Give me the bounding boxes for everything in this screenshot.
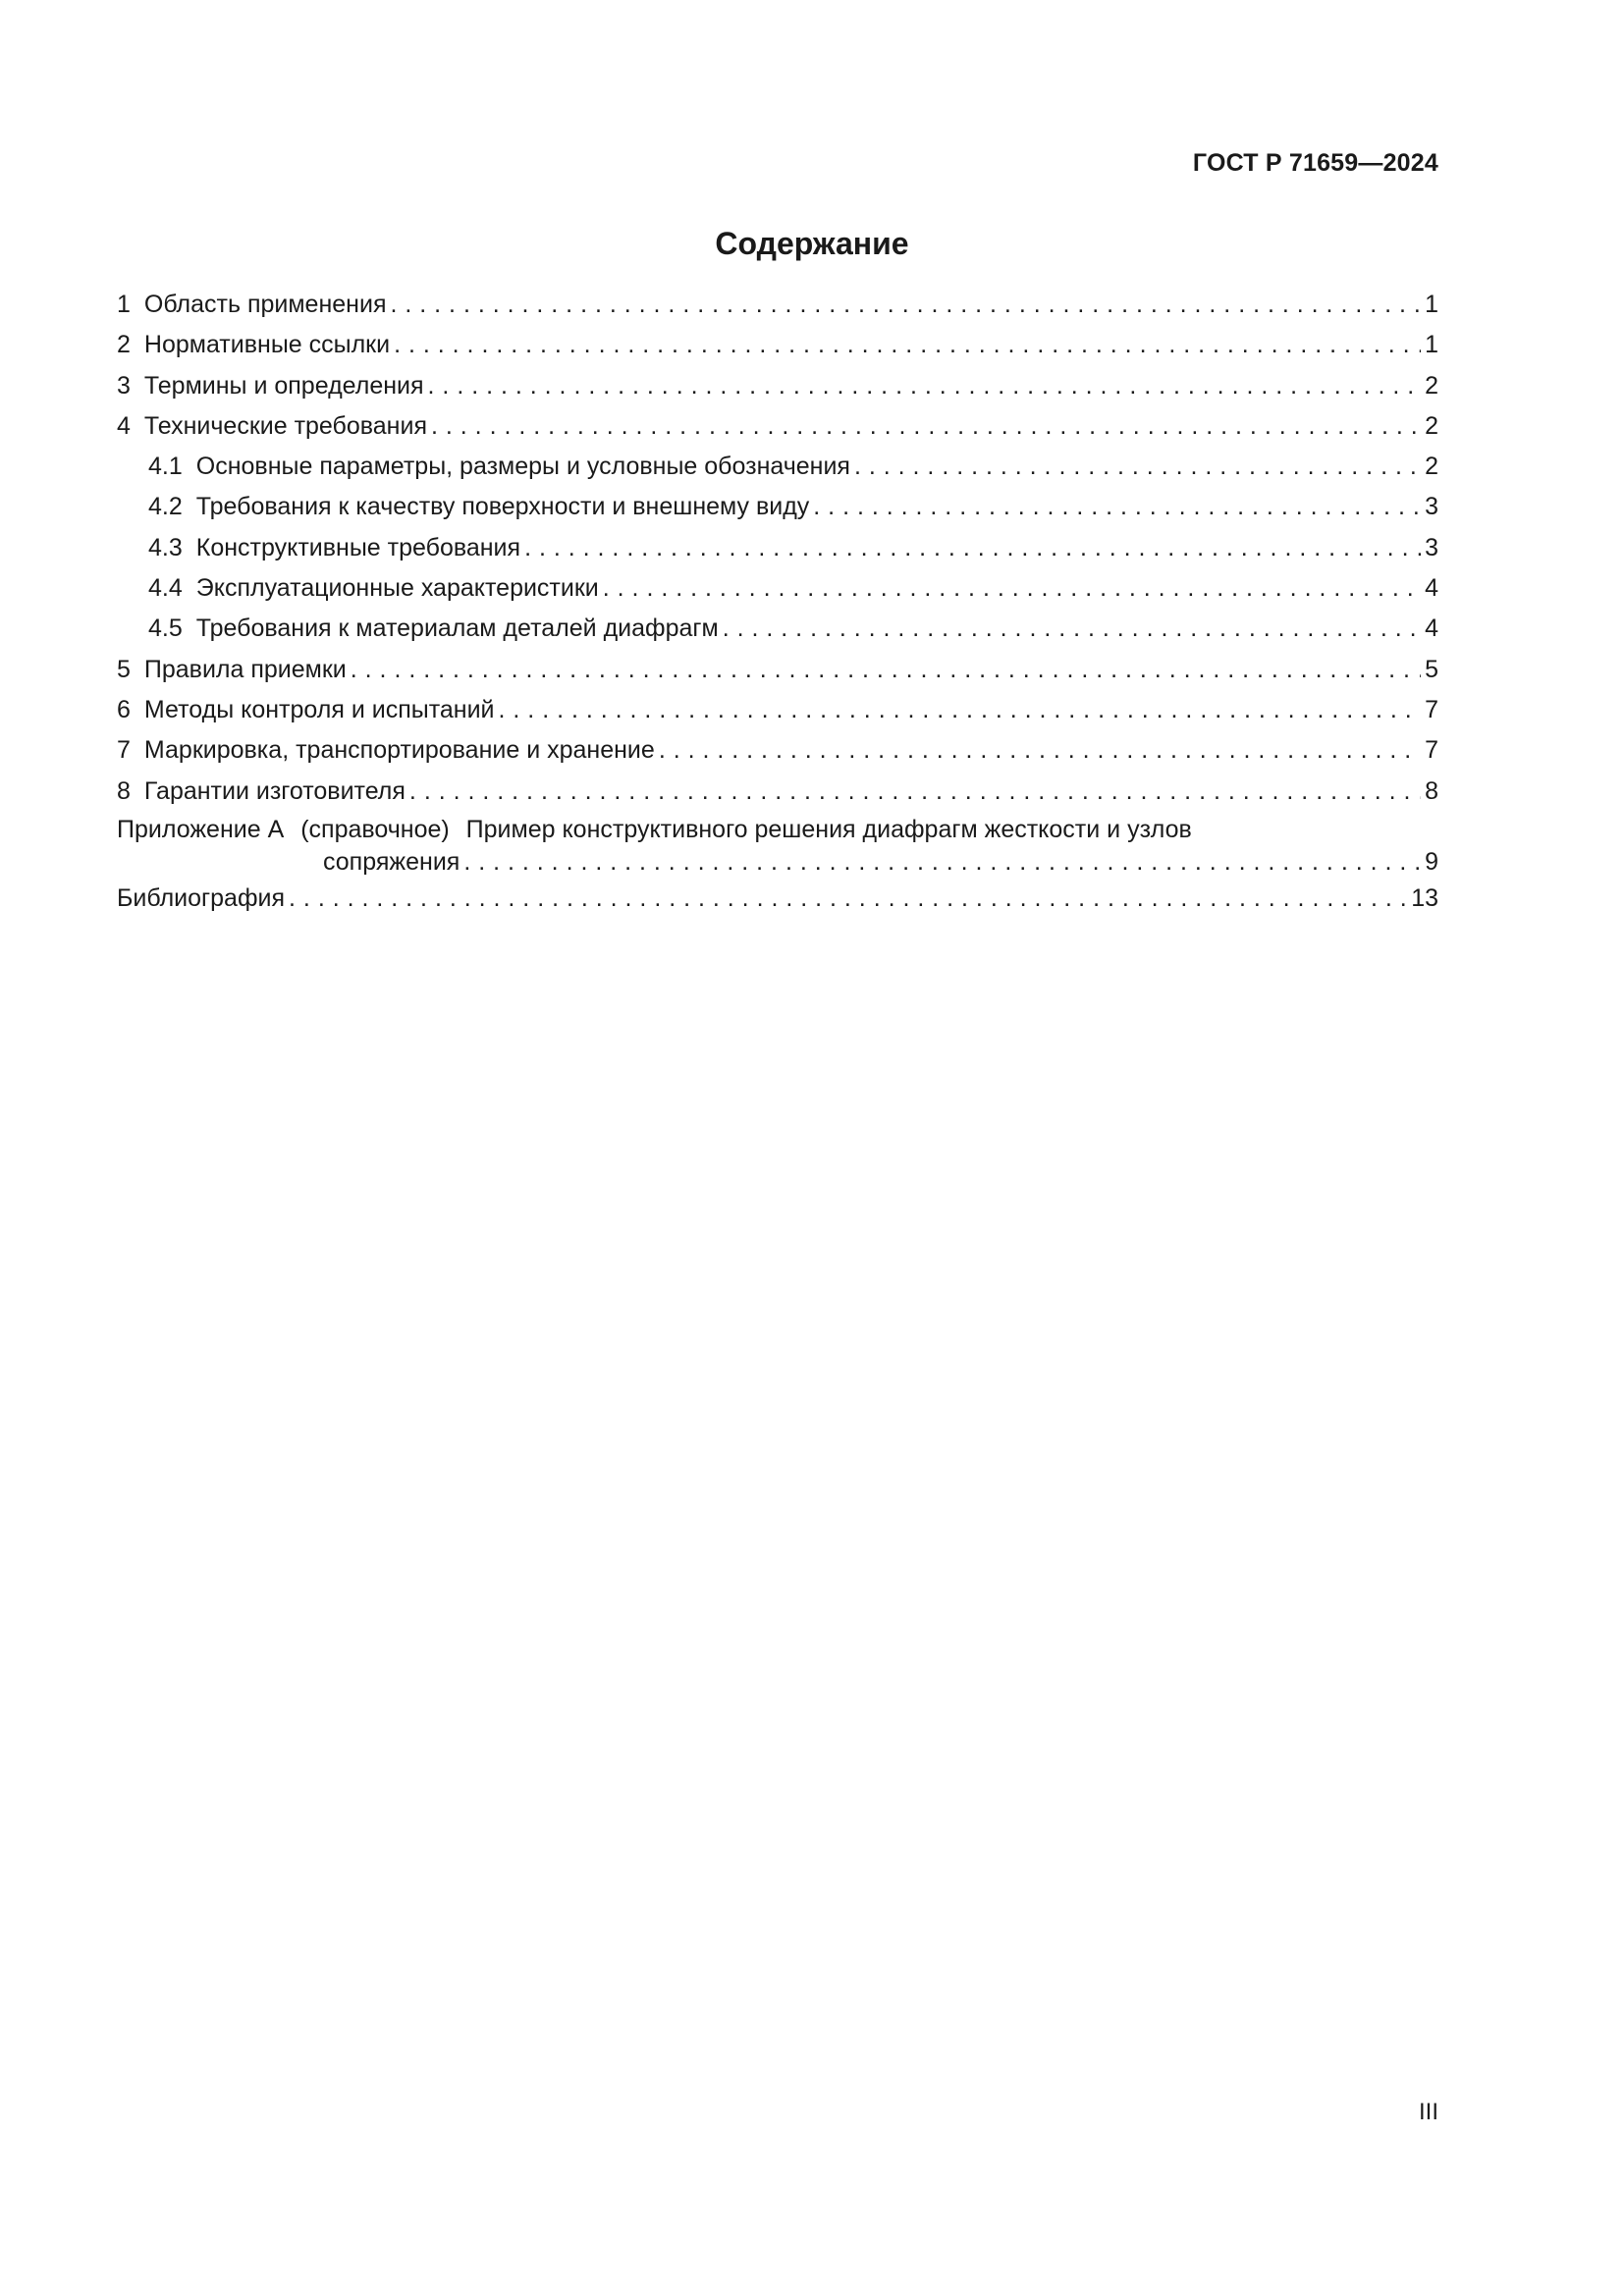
toc-subitem[interactable]	[117, 447, 1438, 487]
toc-item-title: Основные параметры, размеры и условные обозначения	[195, 453, 850, 481]
dot-leader	[289, 879, 1407, 919]
annex-label: Приложение А	[117, 815, 285, 843]
dot-leader	[390, 285, 1421, 325]
annex-kind: (справочное)	[300, 815, 450, 843]
toc-item[interactable]	[117, 730, 1438, 771]
toc-item-page: 2	[1425, 453, 1438, 481]
toc-item-page: 4	[1425, 614, 1438, 643]
toc-item[interactable]	[117, 285, 1438, 325]
toc-item-title: Эксплуатационные характеристики	[195, 574, 599, 603]
toc-item[interactable]	[117, 366, 1438, 406]
toc-item-number: 7	[117, 736, 131, 765]
annex-first-line	[117, 814, 1438, 846]
toc-item[interactable]	[117, 650, 1438, 690]
toc-item-number: 4	[117, 411, 131, 440]
toc-subitem[interactable]	[117, 487, 1438, 527]
document-code: ГОСТ Р 71659—2024	[1192, 149, 1438, 177]
toc-item-page: 2	[1425, 371, 1438, 400]
annex-title: Пример конструктивного решения диафрагм жесткости и узлов	[465, 815, 1192, 843]
toc-item-number: 4.4	[148, 574, 183, 603]
toc-item-page: 3	[1425, 493, 1438, 521]
dot-leader	[659, 730, 1421, 771]
toc-item-title: Нормативные ссылки	[143, 331, 391, 359]
toc-title: Содержание	[715, 226, 909, 261]
toc-item-page: 1	[1425, 291, 1438, 318]
toc-item-title: Маркировка, транспортирование и хранение	[143, 736, 655, 765]
toc-item-number: 8	[117, 776, 131, 805]
toc-item-page: 1	[1425, 331, 1438, 359]
dot-leader	[854, 447, 1421, 487]
toc-item[interactable]	[117, 772, 1438, 812]
toc-item-title: Область применения	[143, 291, 387, 318]
toc-annex-item[interactable]	[117, 814, 1438, 879]
toc-item-title: Конструктивные требования	[195, 533, 521, 561]
dot-leader	[813, 487, 1421, 527]
dot-leader	[409, 772, 1421, 812]
page-number: III	[1418, 2099, 1438, 2125]
annex-continuation	[117, 846, 1438, 879]
toc-subitem[interactable]	[117, 568, 1438, 609]
toc-item-title: Методы контроля и испытаний	[143, 695, 495, 723]
dot-leader	[603, 568, 1421, 609]
toc-subitem[interactable]	[117, 609, 1438, 649]
toc-item-number: 4.5	[148, 614, 183, 643]
toc-subitem[interactable]	[117, 528, 1438, 568]
toc-item-page: 4	[1425, 574, 1438, 603]
toc-item-page: 13	[1411, 883, 1438, 912]
dot-leader	[428, 366, 1422, 406]
toc-item-title: Требования к материалам деталей диафрагм	[195, 614, 719, 643]
toc-item-number: 5	[117, 655, 131, 683]
toc-item-page: 8	[1425, 776, 1438, 805]
dot-leader	[524, 528, 1421, 568]
toc-item[interactable]	[117, 406, 1438, 447]
toc-item-title: Технические требования	[143, 411, 427, 440]
dot-leader	[723, 609, 1421, 649]
toc-item-page: 3	[1425, 533, 1438, 561]
dot-leader	[394, 325, 1421, 365]
toc-item-title: Правила приемки	[143, 655, 347, 683]
toc-item-number: 3	[117, 371, 131, 400]
toc-item-number: 2	[117, 331, 131, 359]
toc-item-number: 1	[117, 291, 131, 318]
toc-item-title: Термины и определения	[143, 371, 424, 400]
toc-item-page: 2	[1425, 411, 1438, 440]
toc-bibliography-item[interactable]	[117, 879, 1438, 919]
toc-item-page: 7	[1425, 695, 1438, 723]
annex-title-continuation: сопряжения	[323, 847, 460, 876]
toc-item-page: 7	[1425, 736, 1438, 765]
toc-item-number: 4.1	[148, 453, 183, 481]
toc-item-title: Гарантии изготовителя	[143, 776, 406, 805]
dot-leader	[499, 690, 1422, 730]
toc-item[interactable]	[117, 690, 1438, 730]
dot-leader	[431, 406, 1421, 447]
dot-leader	[463, 846, 1421, 879]
dot-leader	[351, 650, 1421, 690]
toc-item[interactable]	[117, 325, 1438, 365]
toc-item-title: Требования к качеству поверхности и внешнему виду	[195, 493, 810, 521]
toc-item-number: 4.3	[148, 533, 183, 561]
toc-item-title: Библиография	[117, 883, 286, 912]
toc-item-number: 6	[117, 695, 131, 723]
toc-item-page: 5	[1425, 655, 1438, 683]
toc-item-number: 4.2	[148, 493, 183, 521]
toc-item-page: 9	[1425, 847, 1438, 876]
table-of-contents	[117, 285, 1438, 919]
